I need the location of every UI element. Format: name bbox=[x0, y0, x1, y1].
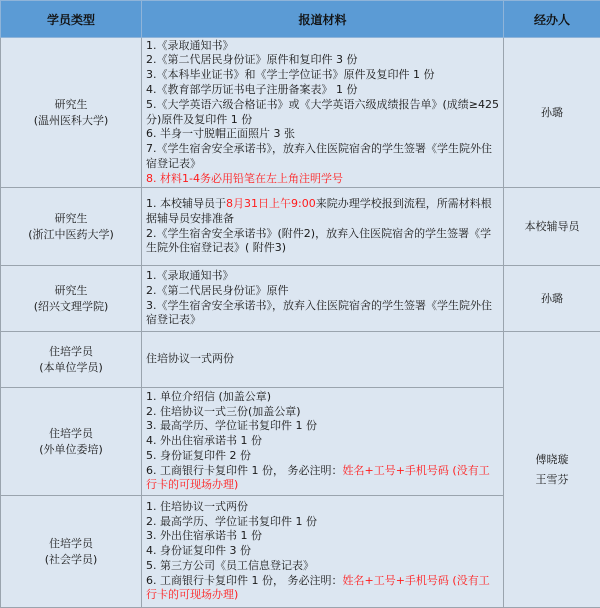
material-item: 3.《本科毕业证书》和《学士学位证书》原件及复印件 1 份 bbox=[146, 68, 435, 82]
handler-name: 傅晓璇 bbox=[535, 452, 569, 466]
handler-name: 本校辅导员 bbox=[524, 219, 580, 233]
student-type-cell[interactable] bbox=[1, 496, 142, 608]
material-item: 3.《学生宿舍安全承诺书》，放弃入住医院宿舍的学生签署《学生院外住宿登记表》 bbox=[146, 298, 492, 327]
header-row bbox=[1, 1, 600, 38]
material-item: 2. 最高学历、学位证书复印件 1 份 bbox=[146, 514, 317, 528]
student-type: 研究生 bbox=[54, 97, 88, 111]
material-item: 4. 外出住宿承诺书 1 份 bbox=[146, 434, 262, 448]
material-date-red: 8月31日上午9:00 bbox=[226, 196, 316, 210]
student-type-cell[interactable] bbox=[1, 188, 142, 266]
material-item bbox=[146, 574, 499, 604]
material-item: 6. 半身一寸脱帽正面照片 3 张 bbox=[146, 127, 295, 141]
materials-cell[interactable] bbox=[142, 38, 504, 188]
student-type-cell[interactable] bbox=[1, 266, 142, 332]
material-item: 1.《录取通知书》 bbox=[146, 268, 234, 282]
material-item: 5.《大学英语六级合格证书》或《大学英语六级成绩报告单》(成绩≥425分)原件及复印件 1 份 bbox=[146, 97, 499, 126]
material-item: 3. 最高学历、学位证书复印件 1 份 bbox=[146, 419, 317, 433]
handler-cell[interactable] bbox=[504, 188, 600, 266]
material-text: 6. 工商银行卡复印件 1 份， 务必注明： bbox=[146, 463, 343, 477]
student-type: 住培学员 bbox=[49, 536, 93, 550]
material-item bbox=[146, 197, 499, 227]
material-item: 2. 住培协议一式三份(加盖公章) bbox=[146, 404, 301, 418]
materials-cell[interactable] bbox=[142, 332, 504, 388]
table-row bbox=[1, 332, 600, 388]
student-type: 研究生 bbox=[54, 283, 88, 297]
material-item: 2.《第二代居民身份证》原件 bbox=[146, 283, 289, 297]
material-item: 2.《第二代居民身份证》原件和复印件 3 份 bbox=[146, 53, 358, 67]
handler-cell[interactable] bbox=[504, 266, 600, 332]
material-note-red: 8. 材料1-4务必用铅笔在左上角注明学号 bbox=[146, 171, 343, 185]
student-type-cell[interactable] bbox=[1, 38, 142, 188]
student-type: 住培学员 bbox=[49, 344, 93, 358]
material-item: 5. 第三方公司《员工信息登记表》 bbox=[146, 558, 314, 572]
materials-cell[interactable] bbox=[142, 388, 504, 496]
handler-name: 孙璐 bbox=[541, 105, 563, 119]
material-text: 来院办理学校报到流程，所需材料根据辅导员安排准备 bbox=[146, 196, 492, 225]
handler-cell[interactable] bbox=[504, 38, 600, 188]
material-item: 住培协议一式两份 bbox=[146, 352, 234, 366]
student-school: (社会学员) bbox=[44, 552, 98, 566]
material-item: 5. 身份证复印件 2 份 bbox=[146, 448, 251, 462]
handler-cell-merged[interactable] bbox=[504, 332, 600, 608]
material-item: 2.《学生宿舍安全承诺书》(附件2)，放弃入住医院宿舍的学生签署《学生院外住宿登记表》( 附件3) bbox=[146, 226, 492, 255]
header-student-type[interactable]: 学员类型 bbox=[1, 1, 142, 38]
materials-cell[interactable] bbox=[142, 496, 504, 608]
material-item: 4. 身份证复印件 3 份 bbox=[146, 544, 251, 558]
student-type-cell[interactable] bbox=[1, 388, 142, 496]
student-type: 住培学员 bbox=[49, 426, 93, 440]
student-school: (绍兴文理学院) bbox=[33, 299, 109, 313]
material-text: 6. 工商银行卡复印件 1 份， 务必注明： bbox=[146, 573, 343, 587]
material-note-red: 姓名+工号+手机号码 (没有工行卡的可现场办理) bbox=[146, 463, 490, 492]
material-item: 1. 单位介绍信 (加盖公章) bbox=[146, 389, 272, 403]
table-row bbox=[1, 38, 600, 188]
handler-name: 王雪芬 bbox=[535, 472, 569, 486]
material-item: 1. 住培协议一式两份 bbox=[146, 499, 248, 513]
material-item: 7.《学生宿舍安全承诺书》，放弃入住医院宿舍的学生签署《学生院外住宿登记表》 bbox=[146, 142, 492, 170]
student-school: (本单位学员) bbox=[39, 360, 103, 374]
material-item bbox=[146, 464, 499, 494]
student-school: (外单位委培) bbox=[39, 442, 103, 456]
student-school: (温州医科大学) bbox=[33, 113, 109, 127]
table-row bbox=[1, 188, 600, 266]
material-item: 4.《教育部学历证书电子注册备案表》 1 份 bbox=[146, 82, 358, 96]
student-type-cell[interactable] bbox=[1, 332, 142, 388]
material-text: 1. 本校辅导员于 bbox=[146, 196, 226, 210]
material-note-red: 姓名+工号+手机号码 (没有工行卡的可现场办理) bbox=[146, 573, 490, 602]
materials-cell[interactable] bbox=[142, 188, 504, 266]
material-item: 3. 外出住宿承诺书 1 份 bbox=[146, 529, 262, 543]
student-type: 研究生 bbox=[54, 211, 88, 225]
materials-cell[interactable] bbox=[142, 266, 504, 332]
header-materials[interactable]: 报道材料 bbox=[142, 1, 504, 38]
handler-name: 孙璐 bbox=[541, 291, 563, 305]
header-handler[interactable]: 经办人 bbox=[504, 1, 600, 38]
table-row bbox=[1, 266, 600, 332]
student-school: (浙江中医药大学) bbox=[28, 227, 114, 241]
material-item: 1.《录取通知书》 bbox=[146, 38, 234, 52]
